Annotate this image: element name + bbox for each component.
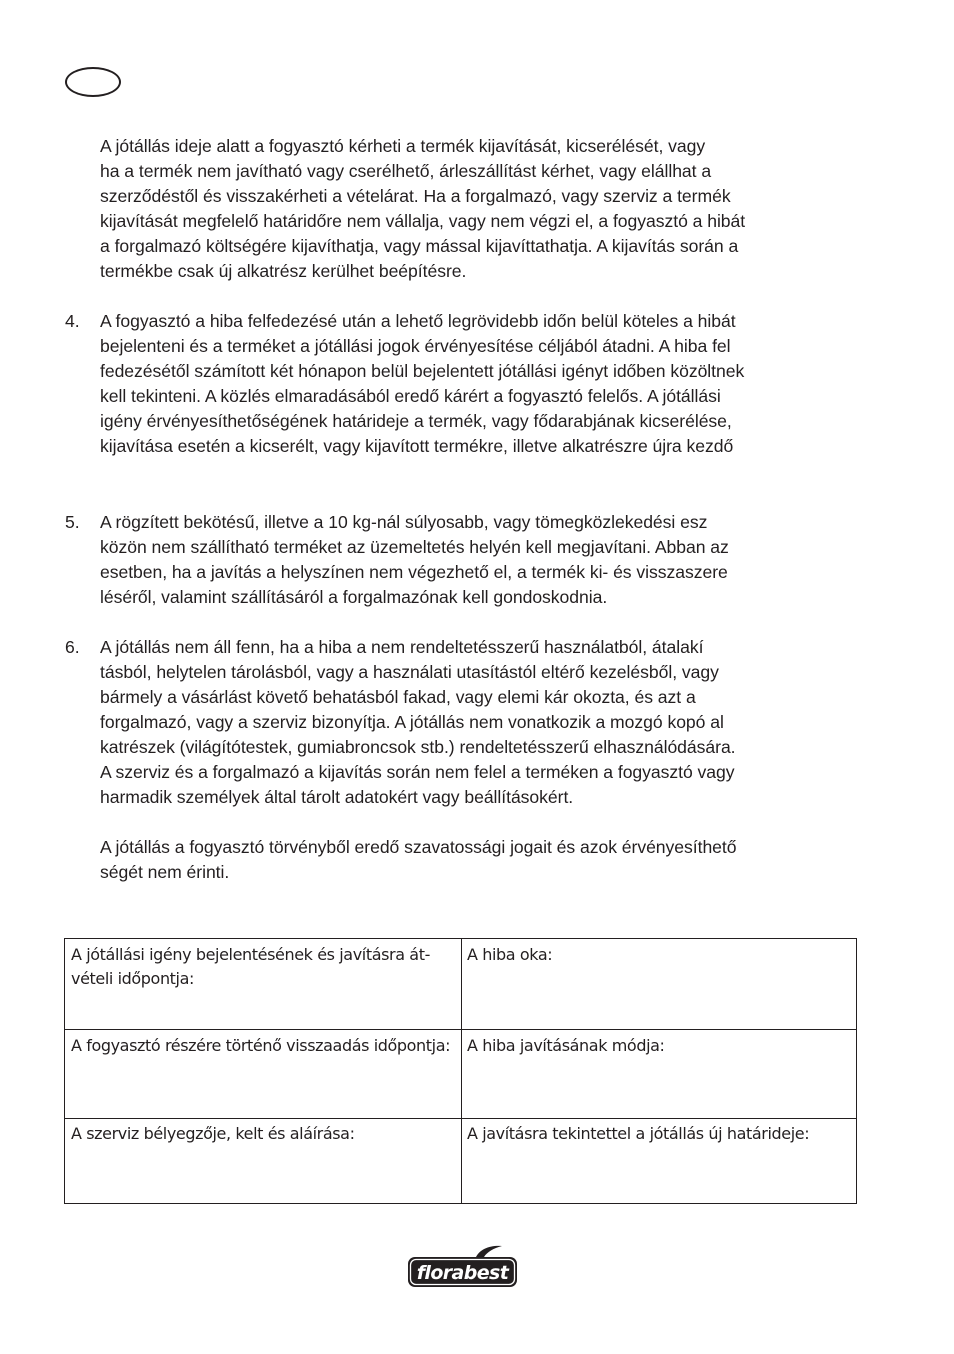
item-line: A szerviz és a forgalmazó a kijavítás során nem felel a terméken a fogyasztó vagy bbox=[100, 762, 735, 782]
defect-cause-field[interactable] bbox=[467, 943, 847, 967]
item-line: esetben, ha a javítás a helyszínen nem végezhető el, a termék ki- és visszaszere bbox=[100, 562, 728, 582]
warranty-repair-form bbox=[64, 938, 857, 1204]
intro-line: a forgalmazó költségére kijavíthatja, vagy mással kijavíttathatja. A kijavítás során a bbox=[100, 236, 739, 256]
intro-line: ha a termék nem javítható vagy cserélhető, árleszállítást kérhet, vagy elállhat a bbox=[100, 161, 712, 181]
intro-line: kijavítását megfelelő határidőre nem vállalja, vagy nem végzi el, a fogyasztó a hibát bbox=[100, 211, 746, 231]
new-warranty-deadline-field[interactable] bbox=[467, 1122, 852, 1146]
item-line: A rögzített bekötésű, illetve a 10 kg-nál súlyosabb, vagy tömegközlekedési esz bbox=[100, 512, 708, 532]
field-label: A javításra tekintettel a jótállás új határideje: bbox=[467, 1124, 810, 1143]
claim-date-field[interactable] bbox=[71, 943, 451, 991]
field-label: A hiba oka: bbox=[467, 945, 553, 964]
item-line: kell tekinteni. A közlés elmaradásából eredő kárért a fogyasztó felelős. A jótállási bbox=[100, 386, 721, 406]
list-item-number: 4. bbox=[65, 311, 80, 331]
service-stamp-field[interactable] bbox=[71, 1122, 451, 1146]
item-line: A fogyasztó a hiba felfedezésé után a lehető legrövidebb időn belül köteles a hibát bbox=[100, 311, 736, 331]
list-item-body bbox=[100, 309, 870, 459]
form-column-divider bbox=[461, 939, 462, 1203]
intro-line: termékbe csak új alkatrész kerülhet beépítésre. bbox=[100, 261, 467, 281]
list-item-body bbox=[100, 635, 870, 810]
item-line: harmadik személyek által tárolt adatokért vagy beállításokért. bbox=[100, 787, 574, 807]
field-label: A fogyasztó részére történő visszaadás időpontja: bbox=[71, 1036, 451, 1055]
florabest-logo bbox=[406, 1244, 519, 1290]
item-line: fedezésétől számított két hónapon belül bejelentett jótállási igényt időben közöltnek bbox=[100, 361, 745, 381]
logo-text: florabest bbox=[416, 1262, 509, 1284]
field-label: vételi időpontja: bbox=[71, 969, 194, 988]
field-label: A szerviz bélyegzője, kelt és aláírása: bbox=[71, 1124, 355, 1143]
list-item-number: 5. bbox=[65, 512, 80, 532]
field-label: A jótállási igény bejelentésének és javításra át- bbox=[71, 945, 430, 964]
list-item-number: 6. bbox=[65, 637, 80, 657]
closing-paragraph bbox=[100, 835, 870, 885]
field-label: A hiba javításának módja: bbox=[467, 1036, 665, 1055]
item-line: közön nem szállítható terméket az üzemeltetés helyén kell megjavítani. Abban az bbox=[100, 537, 729, 557]
closing-line: A jótállás a fogyasztó törvényből eredő szavatossági jogait és azok érvényesíthető bbox=[100, 837, 737, 857]
item-line: forgalmazó, vagy a szerviz bizonyítja. A jótállás nem vonatkozik a mozgó kopó al bbox=[100, 712, 724, 732]
item-line: katrészek (világítótestek, gumiabroncsok stb.) rendeltetésszerű elhasználódására. bbox=[100, 737, 736, 757]
list-item-body bbox=[100, 510, 870, 610]
logo-leaf-icon bbox=[476, 1246, 502, 1257]
intro-line: A jótállás ideje alatt a fogyasztó kérheti a termék kijavítását, kicserélését, vagy bbox=[100, 136, 706, 156]
return-date-field[interactable] bbox=[71, 1034, 456, 1058]
repair-method-field[interactable] bbox=[467, 1034, 847, 1058]
item-line: kijavítása esetén a kicserélt, vagy kijavított termékre, illetve alkatrészre újra kezdő bbox=[100, 436, 734, 456]
item-line: tásból, helytelen tárolásból, vagy a használati utasítástól eltérő kezelésből, vagy bbox=[100, 662, 719, 682]
item-line: léséről, valamint szállításáról a forgalmazónak kell gondoskodnia. bbox=[100, 587, 608, 607]
item-line: bármely a vásárlást követő behatásból fakad, vagy elemi kár okozta, és azt a bbox=[100, 687, 696, 707]
closing-line: ségét nem érinti. bbox=[100, 862, 230, 882]
intro-paragraph bbox=[100, 134, 870, 284]
item-line: A jótállás nem áll fenn, ha a hiba a nem rendeltetésszerű használatból, átalakí bbox=[100, 637, 704, 657]
item-line: igény érvényesíthetőségének határideje a termék, vagy fődarabjának kicserélése, bbox=[100, 411, 732, 431]
language-marker-oval bbox=[65, 67, 121, 97]
intro-line: szerződéstől és visszakérheti a vételárat. Ha a forgalmazó, vagy szerviz a termék bbox=[100, 186, 731, 206]
item-line: bejelenteni és a terméket a jótállási jogok érvényesítése céljából átadni. A hiba fel bbox=[100, 336, 731, 356]
